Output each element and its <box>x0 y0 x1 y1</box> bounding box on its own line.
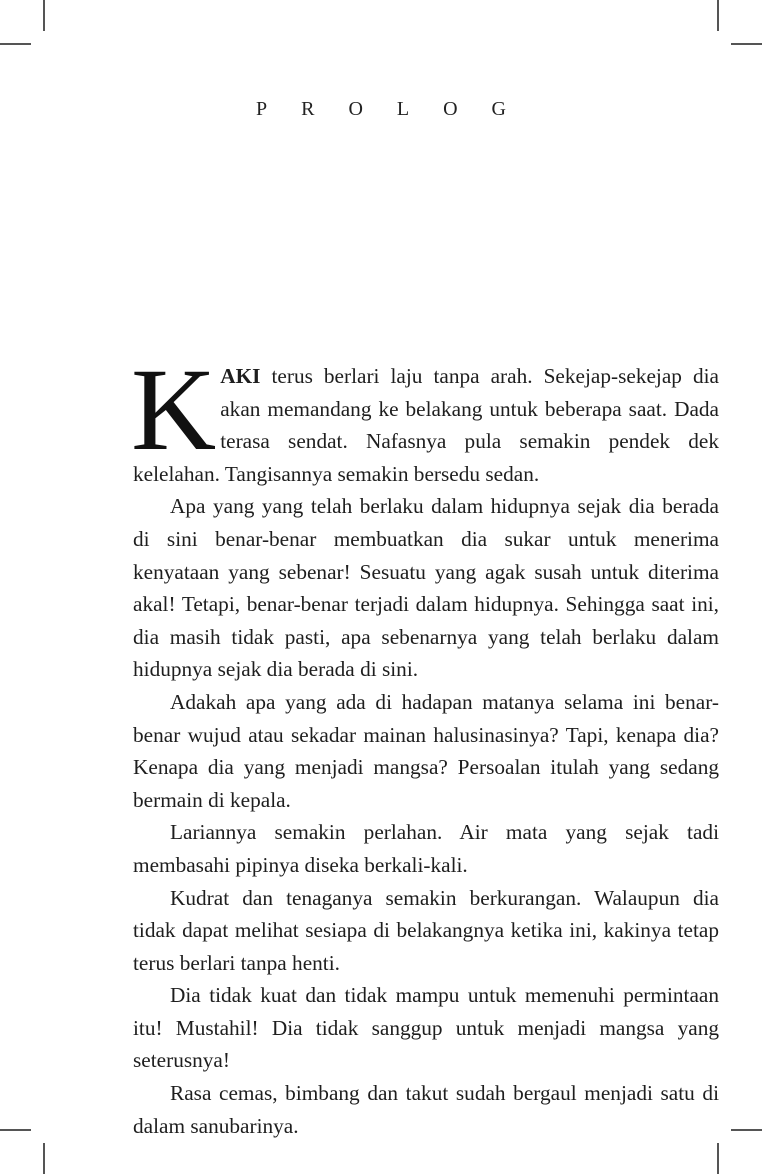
crop-mark-bottom-right-vertical <box>717 1143 719 1174</box>
crop-mark-top-left-vertical <box>43 0 45 31</box>
crop-mark-top-left-horizontal <box>0 43 31 45</box>
crop-mark-top-right-vertical <box>717 0 719 31</box>
paragraph: Lariannya semakin perlahan. Air mata yang sejak tadi membasahi pipinya diseka berkali-kali. <box>133 820 719 877</box>
chapter-title: PROLOG <box>255 98 540 120</box>
crop-mark-bottom-left-vertical <box>43 1143 45 1174</box>
crop-mark-bottom-right-horizontal <box>731 1129 762 1131</box>
paragraph: Dia tidak kuat dan tidak mampu untuk memenuhi permintaan itu! Mustahil! Dia tidak sanggup untuk menjadi mangsa yang seterusnya! <box>133 983 719 1073</box>
paragraph: Adakah apa yang ada di hadapan matanya selama ini benar-benar wujud atau sekadar mainan halusinasinya? Tapi, kenapa dia? Kenapa dia yang menjadi mangsa? Persoalan itulah yang sedang bermain di kepala. <box>133 689 719 812</box>
chapter-body <box>131 344 719 1142</box>
crop-mark-top-right-horizontal <box>731 43 762 45</box>
paragraph: Kudrat dan tenaganya semakin berkurangan. Walaupun dia tidak dapat melihat sesiapa di belakangnya ketika ini, kakinya tetap terus berlari tanpa henti. <box>133 885 719 975</box>
lead-word: AKI <box>220 364 261 388</box>
paragraph: Apa yang yang telah berlaku dalam hidupnya sejak dia berada di sini benar-benar membuatkan dia sukar untuk menerima kenyataan yang sebenar! Sesuatu yang agak susah untuk diterima akal! Tetapi, benar-benar terjadi dalam hidupnya. Sehingga saat ini, dia masih tidak pasti, apa sebenarnya yang telah berlaku dalam hidupnya sejak dia berada di sini. <box>133 494 719 682</box>
paragraph <box>131 344 719 490</box>
paragraph: Rasa cemas, bimbang dan takut sudah bergaul menjadi satu di dalam sanubarinya. <box>133 1081 719 1138</box>
paragraph-text: terus berlari laju tanpa arah. Sekejap-sekejap dia akan memandang ke belakang untuk beberapa saat. Dada terasa sendat. Nafasnya pula semakin pendek dek kelelahan. Tangisannya semakin bersedu sedan. <box>133 364 719 486</box>
drop-cap: K <box>131 344 217 475</box>
crop-mark-bottom-left-horizontal <box>0 1129 31 1131</box>
